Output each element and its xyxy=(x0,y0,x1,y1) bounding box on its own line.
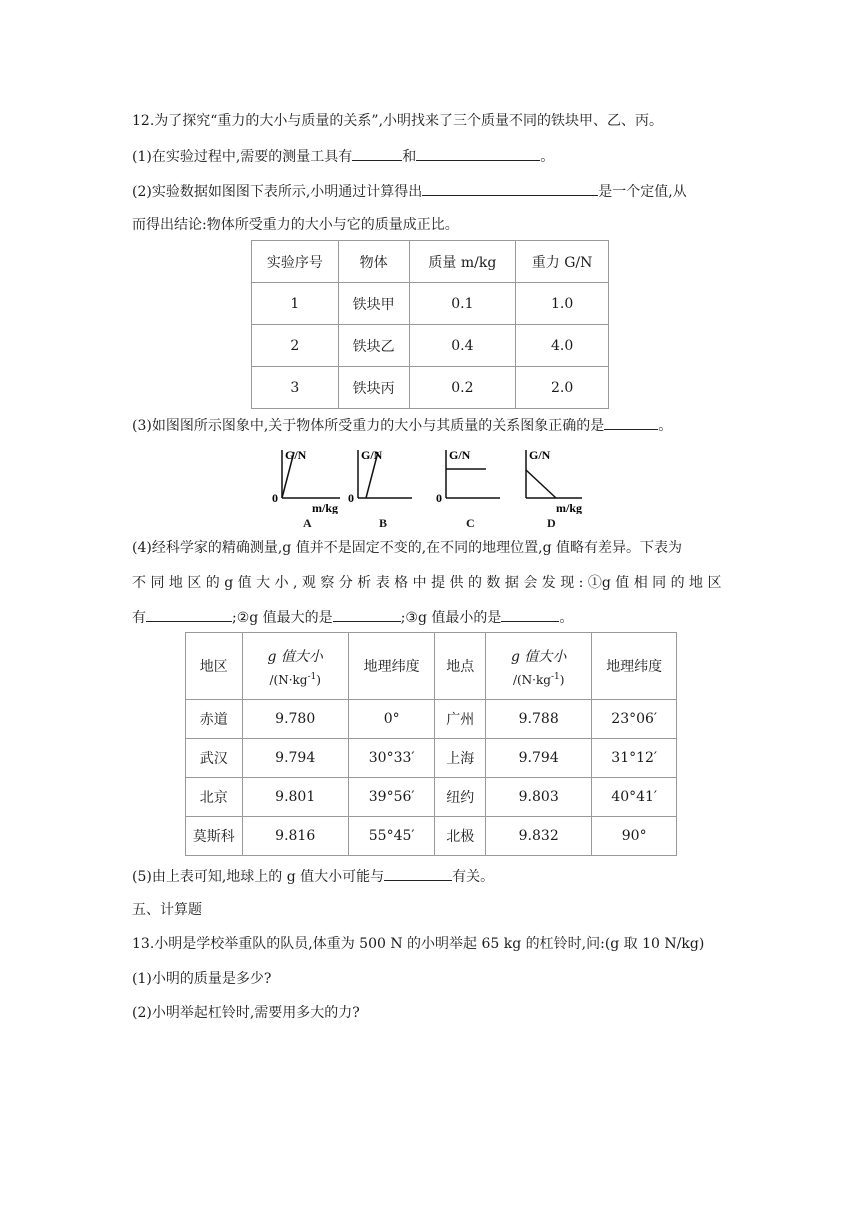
table-cell: 武汉 xyxy=(186,739,243,778)
graph-caption-d: D xyxy=(547,516,556,530)
table-cell: 北极 xyxy=(435,817,486,856)
table-header: 实验序号 xyxy=(252,241,339,283)
q12-part4-cont: 不 同 地 区 的 g 值 大 小 , 观 察 分 析 表 格 中 提 供 的 数 据 会 发 现 : ①g 值 相 同 的 地 区 xyxy=(132,575,722,591)
table-cell: 9.788 xyxy=(486,700,592,739)
g-header-unit: $/(N\cdot kg^{-1})$ xyxy=(269,671,321,687)
table-header: 地理纬度 xyxy=(592,633,677,700)
table-cell: 赤道 xyxy=(186,700,243,739)
table-cell: 0.4 xyxy=(409,325,516,367)
table-row xyxy=(252,367,609,409)
section-heading: 五、计算题 xyxy=(132,902,202,918)
table-cell: 铁块乙 xyxy=(338,325,409,367)
answer-blank-tool1[interactable] xyxy=(352,146,402,161)
q12-part4-have: 有 xyxy=(132,610,146,626)
answer-blank-factor[interactable] xyxy=(384,866,452,881)
graph-c xyxy=(434,446,510,514)
q12-part3 xyxy=(132,415,672,436)
table-cell: 39°56′ xyxy=(348,778,435,817)
g-header-label: g 值大小 xyxy=(510,648,567,665)
origin-label: 0 xyxy=(348,491,354,505)
table-cell: 纽约 xyxy=(435,778,486,817)
answer-blank-same-g[interactable] xyxy=(146,607,232,622)
answer-blank-graph[interactable] xyxy=(604,415,658,430)
q12-part1-end: 。 xyxy=(540,149,555,165)
table-cell: 1.0 xyxy=(516,283,609,325)
table-row xyxy=(186,700,677,739)
table-cell: 9.794 xyxy=(486,739,592,778)
table-header: 地区 xyxy=(186,633,243,700)
table-cell: 0° xyxy=(348,700,435,739)
q12-part2-text: (2)实验数据如图图下表所示,小明通过计算得出 xyxy=(132,184,423,200)
table-cell: 9.801 xyxy=(242,778,348,817)
q12-part2-cont: 而得出结论:物体所受重力的大小与它的质量成正比。 xyxy=(132,217,459,233)
table-cell: 23°06′ xyxy=(592,700,677,739)
table-cell: 0.1 xyxy=(409,283,516,325)
answer-blank-max-g[interactable] xyxy=(333,607,401,622)
q12-part1 xyxy=(132,146,554,167)
graph-caption-a: A xyxy=(303,516,312,530)
table-row xyxy=(186,778,677,817)
table-row xyxy=(186,739,677,778)
q12-part3-text: (3)如图图所示图象中,关于物体所受重力的大小与其质量的关系图象正确的是 xyxy=(132,418,605,434)
table-cell: 9.780 xyxy=(242,700,348,739)
graph-b xyxy=(346,446,422,514)
table-cell: 广州 xyxy=(435,700,486,739)
graph-a xyxy=(268,446,344,514)
answer-blank-constant[interactable] xyxy=(422,181,598,196)
table-header: 重力 G/N xyxy=(516,241,609,283)
q12-part3-end: 。 xyxy=(658,418,673,434)
q12-part4-blanks xyxy=(132,607,573,628)
table-cell: 9.832 xyxy=(486,817,592,856)
table-header: 物体 xyxy=(338,241,409,283)
y-axis-label: G/N xyxy=(529,448,551,462)
table-cell: 9.794 xyxy=(242,739,348,778)
table-header xyxy=(486,633,592,700)
q12-part4: (4)经科学家的精确测量,g 值并不是固定不变的,在不同的地理位置,g 值略有差异。下表为 xyxy=(132,540,683,556)
q12-part5-text: (5)由上表可知,地球上的 g 值大小可能与 xyxy=(132,869,385,885)
q13-part1: (1)小明的质量是多少? xyxy=(132,971,272,987)
table-cell: 4.0 xyxy=(516,325,609,367)
g-header-label: g 值大小 xyxy=(267,648,323,665)
table-cell: 30°33′ xyxy=(348,739,435,778)
answer-blank-min-g[interactable] xyxy=(501,607,559,622)
table-cell: 0.2 xyxy=(409,367,516,409)
q13-stem: 13.小明是学校举重队的队员,体重为 500 N 的小明举起 65 kg 的杠铃时,问:(g 取 10 N/kg) xyxy=(132,936,705,952)
table-cell: 上海 xyxy=(435,739,486,778)
x-axis-label: m/kg xyxy=(556,501,583,514)
q12-part1-and: 和 xyxy=(402,149,417,165)
table-cell: 9.803 xyxy=(486,778,592,817)
x-axis-label: m/kg xyxy=(312,501,339,514)
table-cell: 铁块甲 xyxy=(338,283,409,325)
table-cell: 铁块丙 xyxy=(338,367,409,409)
graph-line xyxy=(526,470,556,498)
table-row xyxy=(252,325,609,367)
graph-caption-c: C xyxy=(466,516,475,530)
table-cell: 31°12′ xyxy=(592,739,677,778)
table-cell: 北京 xyxy=(186,778,243,817)
table-header xyxy=(242,633,348,700)
graph-caption-b: B xyxy=(379,516,388,530)
q12-stem: 12.为了探究“重力的大小与质量的关系”,小明找来了三个质量不同的铁块甲、乙、丙。 xyxy=(132,113,664,129)
table-cell: 1 xyxy=(252,283,339,325)
q12-part5 xyxy=(132,866,494,887)
q12-part4-end: 。 xyxy=(559,610,574,626)
q12-part1-text: (1)在实验过程中,需要的测量工具有 xyxy=(132,149,353,165)
y-axis-label: G/N xyxy=(361,448,383,462)
q12-part4-max: ;②g 值最大的是 xyxy=(232,610,333,626)
origin-label: 0 xyxy=(272,491,278,505)
g-header-unit: $/(N\cdot kg^{-1})$ xyxy=(512,671,565,687)
q12-part5-end: 有关。 xyxy=(452,869,495,885)
q13-part2: (2)小明举起杠铃时,需要用多大的力? xyxy=(132,1005,360,1021)
y-axis-label: G/N xyxy=(449,448,471,462)
q12-part2 xyxy=(132,181,687,202)
q12-part4-min: ;③g 值最小的是 xyxy=(400,610,502,626)
table-row xyxy=(252,283,609,325)
answer-blank-tool2[interactable] xyxy=(416,146,540,161)
origin-label: 0 xyxy=(436,491,442,505)
table-cell: 55°45′ xyxy=(348,817,435,856)
table-row xyxy=(186,817,677,856)
table-header: 地理纬度 xyxy=(348,633,435,700)
table-cell: 3 xyxy=(252,367,339,409)
table-cell: 2.0 xyxy=(516,367,609,409)
g-value-table xyxy=(185,632,677,856)
table-header-row xyxy=(252,241,609,283)
table-cell: 40°41′ xyxy=(592,778,677,817)
graph-d xyxy=(516,446,592,514)
y-axis-label: G/N xyxy=(285,448,307,462)
table-header: 质量 m/kg xyxy=(409,241,516,283)
table-cell: 90° xyxy=(592,817,677,856)
table-cell: 莫斯科 xyxy=(186,817,243,856)
q12-part2-tail: 是一个定值,从 xyxy=(598,184,687,200)
mass-weight-table xyxy=(251,240,609,409)
table-header-row xyxy=(186,633,677,700)
table-cell: 2 xyxy=(252,325,339,367)
table-header: 地点 xyxy=(435,633,486,700)
table-cell: 9.816 xyxy=(242,817,348,856)
